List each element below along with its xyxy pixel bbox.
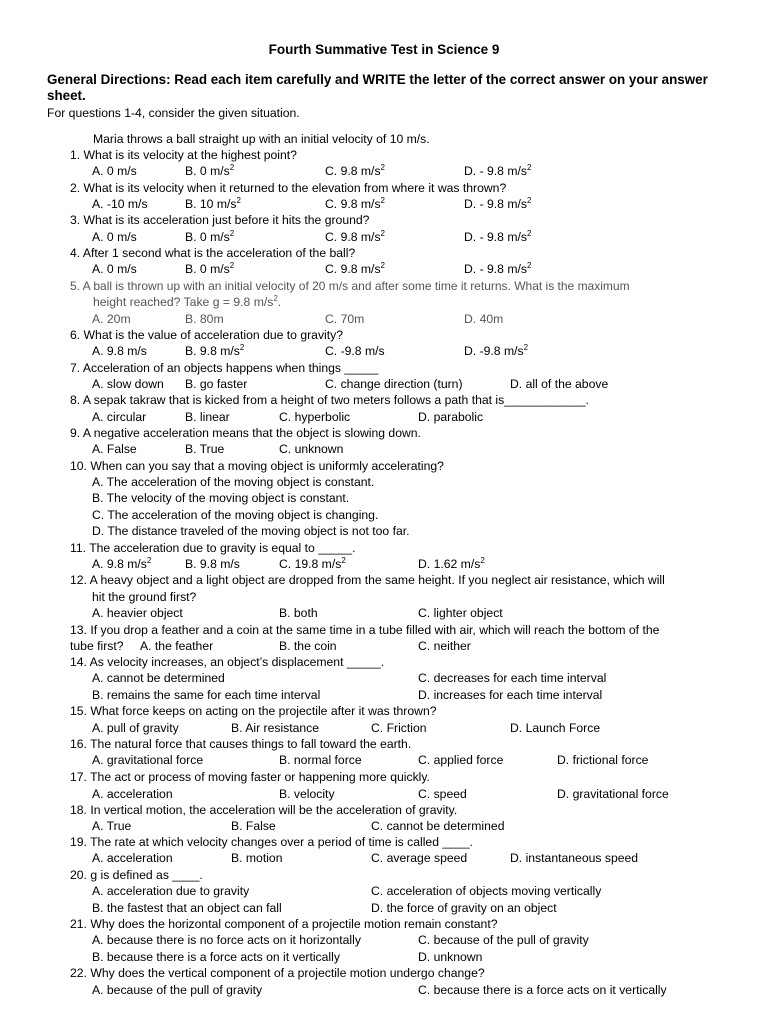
exponent: 2: [523, 343, 529, 352]
question-10-choice-c: C. The acceleration of the moving object is changing.: [92, 508, 379, 522]
question-1-stem: 1. What is its velocity at the highest point?: [70, 148, 297, 162]
choice-d: [464, 197, 531, 212]
choice-c: C. hyperbolic: [279, 410, 351, 424]
choice-text: C. 9.8 m/s: [325, 197, 381, 211]
choice-b: B. False: [231, 819, 276, 833]
question-13-stem: 13. If you drop a feather and a coin at the same time in a tube filled with air, which will reach the bottom of the: [70, 623, 660, 637]
choice-c: C. because there is a force acts on it vertically: [418, 983, 667, 997]
choice-text: D. - 9.8 m/s: [464, 197, 527, 211]
choice-a: A. the feather: [140, 639, 214, 653]
choice-a: A. acceleration: [92, 851, 173, 865]
choice-b: B. velocity: [279, 787, 335, 801]
exponent: 2: [380, 163, 385, 172]
choice-text: D. - 9.8 m/s: [464, 164, 527, 178]
choice-a: A. acceleration due to gravity: [92, 884, 250, 898]
question-15-stem: 15. What force keeps on acting on the projectile after it was thrown?: [70, 704, 437, 718]
exponent: 2: [380, 229, 385, 238]
question-11-stem: 11. The acceleration due to gravity is equal to _____.: [70, 541, 356, 555]
question-14-stem: 14. As velocity increases, an object’s displacement _____.: [70, 655, 385, 669]
choice-d: D. Launch Force: [510, 721, 601, 735]
choice-b: [185, 262, 234, 277]
choice-text: A. 9.8 m/s: [92, 557, 147, 571]
choice-c: C. because of the pull of gravity: [418, 933, 589, 947]
choice-b: B. Air resistance: [231, 721, 320, 735]
exponent: 2: [380, 261, 385, 270]
choice-a: A. because of the pull of gravity: [92, 983, 263, 997]
choice-d: D. frictional force: [557, 753, 649, 767]
choice-a: A. 0 m/s: [92, 230, 137, 244]
choice-b: B. motion: [231, 851, 283, 865]
choice-text: D. 1.62 m/s: [418, 557, 481, 571]
choice-c: C. 70m: [325, 312, 365, 326]
choice-text: C. 9.8 m/s: [325, 164, 381, 178]
exponent: 2: [229, 261, 235, 270]
choice-b: B. the coin: [279, 639, 337, 653]
question-6-stem: 6. What is the value of acceleration due to gravity?: [70, 328, 344, 342]
choice-a: A. acceleration: [92, 787, 173, 801]
question-10-stem: 10. When can you say that a moving object is uniformly accelerating?: [70, 459, 444, 473]
choice-d: D. instantaneous speed: [510, 851, 639, 865]
question-16-stem: 16. The natural force that causes things to fall toward the earth.: [70, 737, 412, 751]
exponent: 2: [229, 163, 235, 172]
choice-d: D. increases for each time interval: [418, 688, 603, 702]
choice-c: C. neither: [418, 639, 471, 653]
choice-d: D. gravitational force: [557, 787, 669, 801]
choice-d: [464, 262, 531, 277]
choice-c: C. change direction (turn): [325, 377, 463, 391]
choice-c: C. decreases for each time interval: [418, 671, 607, 685]
choice-b: B. normal force: [279, 753, 362, 767]
choice-a: A. -10 m/s: [92, 197, 148, 211]
exponent: 2: [229, 229, 235, 238]
choice-text: D. - 9.8 m/s: [464, 262, 527, 276]
stem-period: .: [277, 295, 282, 309]
choice-text: B. 0 m/s: [185, 164, 230, 178]
question-5-stem-cont: [93, 295, 281, 310]
choice-a: A. slow down: [92, 377, 164, 391]
stem-text: height reached? Take g = 9.8 m/s: [93, 295, 274, 309]
choice-b: B. remains the same for each time interval: [92, 688, 321, 702]
choice-c: [325, 230, 385, 245]
choice-a: A. because there is no force acts on it horizontally: [92, 933, 361, 947]
question-21-stem: 21. Why does the horizontal component of a projectile motion remain constant?: [70, 917, 498, 931]
choice-text: B. 9.8 m/s: [185, 344, 240, 358]
choice-b: B. go faster: [185, 377, 248, 391]
choice-text: B. 10 m/s: [185, 197, 237, 211]
choice-b: B. 9.8 m/s: [185, 557, 240, 571]
choice-c: C. unknown: [279, 442, 344, 456]
question-8-stem: 8. A sepak takraw that is kicked from a height of two meters follows a path that is____________.: [70, 393, 589, 407]
exponent: 2: [341, 556, 346, 565]
choice-a: A. True: [92, 819, 132, 833]
choice-text: B. 0 m/s: [185, 262, 230, 276]
choice-text: B. 0 m/s: [185, 230, 230, 244]
choice-c: C. -9.8 m/s: [325, 344, 385, 358]
choice-d: D. the force of gravity on an object: [371, 901, 557, 915]
choice-b: B. True: [185, 442, 225, 456]
question-7-stem: 7. Acceleration of an objects happens when things _____: [70, 361, 379, 375]
choice-c: [325, 164, 385, 179]
choice-b: B. linear: [185, 410, 230, 424]
choice-d: D. all of the above: [510, 377, 609, 391]
choice-b: [185, 197, 241, 212]
choice-b: B. both: [279, 606, 318, 620]
choice-c: [279, 557, 346, 572]
choice-d: D. parabolic: [418, 410, 484, 424]
exponent: 2: [526, 196, 532, 205]
situation-text: Maria throws a ball straight up with an initial velocity of 10 m/s.: [93, 132, 430, 146]
choice-a: A. 0 m/s: [92, 164, 137, 178]
page-title: Fourth Summative Test in Science 9: [268, 42, 500, 57]
choice-a: A. gravitational force: [92, 753, 204, 767]
choice-a: [92, 557, 151, 572]
question-12-stem-cont: hit the ground first?: [92, 590, 197, 604]
choice-a: A. 20m: [92, 312, 131, 326]
question-10-choice-a: A. The acceleration of the moving object is constant.: [92, 475, 375, 489]
choice-a: A. cannot be determined: [92, 671, 225, 685]
choice-text: C. 9.8 m/s: [325, 230, 381, 244]
question-4-stem: 4. After 1 second what is the acceleration of the ball?: [70, 246, 356, 260]
choice-a: A. 0 m/s: [92, 262, 137, 276]
question-2-stem: 2. What is its velocity when it returned to the elevation from where it was thrown?: [70, 181, 507, 195]
exponent: 2: [526, 163, 532, 172]
question-19-stem: 19. The rate at which velocity changes over a period of time is called ____.: [70, 835, 473, 849]
question-5-stem: 5. A ball is thrown up with an initial velocity of 20 m/s and after some time it returns. What is the maximum: [70, 279, 630, 293]
choice-c: C. average speed: [371, 851, 468, 865]
exponent: 2: [480, 556, 485, 565]
choice-d: [464, 230, 531, 245]
question-3-stem: 3. What is its acceleration just before it hits the ground?: [70, 213, 370, 227]
choice-c: C. lighter object: [418, 606, 503, 620]
choice-c: C. Friction: [371, 721, 427, 735]
question-17-stem: 17. The act or process of moving faster or happening more quickly.: [70, 770, 430, 784]
exponent: 2: [239, 343, 245, 352]
choice-text: C. 19.8 m/s: [279, 557, 342, 571]
choice-d: D. unknown: [418, 950, 483, 964]
choice-c: [325, 262, 385, 277]
choice-text: D. - 9.8 m/s: [464, 230, 527, 244]
choice-c: C. speed: [418, 787, 467, 801]
stem-cont: tube first?: [70, 639, 124, 653]
choice-a: A. 9.8 m/s: [92, 344, 147, 358]
choice-d: [464, 344, 528, 359]
question-10-choice-b: B. The velocity of the moving object is constant.: [92, 491, 350, 505]
choice-a: A. circular: [92, 410, 147, 424]
question-9-stem: 9. A negative acceleration means that the object is slowing down.: [70, 426, 421, 440]
choice-d: [418, 557, 485, 572]
choice-a: A. heavier object: [92, 606, 183, 620]
exponent: 2: [236, 196, 241, 205]
exponent: 2: [273, 294, 278, 303]
choice-d: D. 40m: [464, 312, 504, 326]
situation-note: For questions 1-4, consider the given situation.: [47, 106, 300, 120]
exponent: 2: [380, 196, 385, 205]
choice-b: [185, 164, 234, 179]
general-directions: General Directions: Read each item carefully and WRITE the letter of the correct answer on your answer sheet.: [47, 72, 708, 103]
exponent: 2: [526, 229, 532, 238]
question-12-stem: 12. A heavy object and a light object are dropped from the same height. If you neglect air resistance, which will: [70, 573, 665, 587]
choice-c: C. cannot be determined: [371, 819, 505, 833]
choice-b: B. because there is a force acts on it vertically: [92, 950, 340, 964]
choice-a: A. pull of gravity: [92, 721, 179, 735]
choice-text: D. -9.8 m/s: [464, 344, 524, 358]
choice-b: [185, 230, 234, 245]
choice-b: B. the fastest that an object can fall: [92, 901, 282, 915]
choice-text: C. 9.8 m/s: [325, 262, 381, 276]
question-20-stem: 20. g is defined as ____.: [70, 868, 203, 882]
question-22-stem: 22. Why does the vertical component of a projectile motion undergo change?: [70, 966, 485, 980]
choice-b: B. 80m: [185, 312, 224, 326]
choice-c: C. acceleration of objects moving vertically: [371, 884, 602, 898]
exponent: 2: [146, 556, 152, 565]
choice-b: [185, 344, 244, 359]
choice-c: [325, 197, 385, 212]
exponent: 2: [526, 261, 532, 270]
choice-c: C. applied force: [418, 753, 504, 767]
question-10-choice-d: D. The distance traveled of the moving object is not too far.: [92, 524, 410, 538]
question-18-stem: 18. In vertical motion, the acceleration will be the acceleration of gravity.: [70, 803, 458, 817]
choice-a: A. False: [92, 442, 137, 456]
choice-d: [464, 164, 531, 179]
